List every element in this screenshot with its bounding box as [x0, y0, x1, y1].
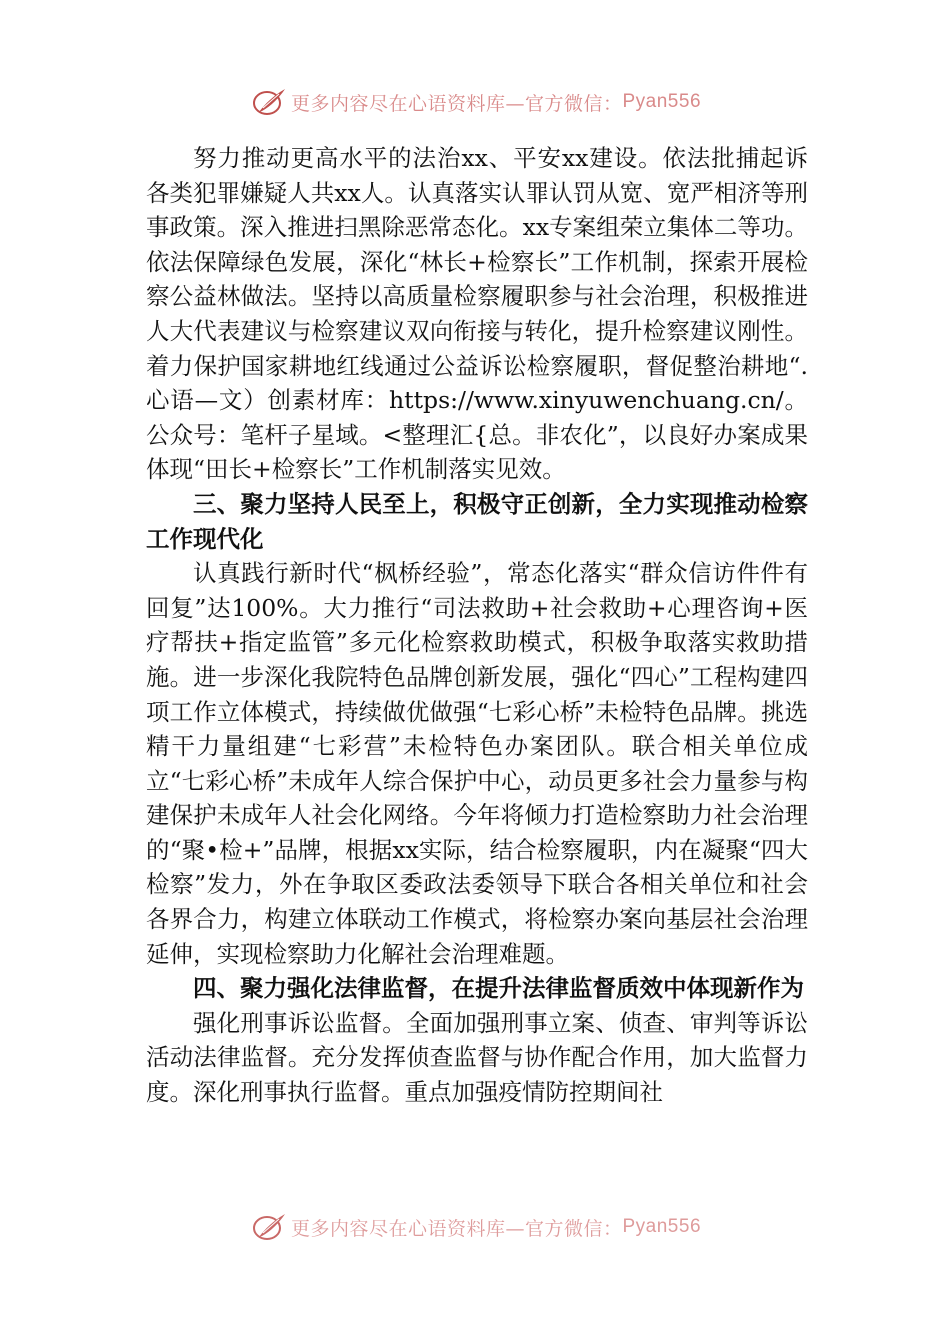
watermark-wechat-id: Pyan556	[622, 1216, 702, 1237]
body-paragraph: 努力推动更高水平的法治xx、平安xx建设。依法批捕起诉各类犯罪嫌疑人共xx人。认真落实认罪认罚从宽、宽严相济等刑事政策。深入推进扫黑除恶常态化。xx专案组荣立集体二等功。依法保障绿色发展，深化“林长+检察长”工作机制，探索开展检察公益林做法。坚持以高质量检察履职参与社会治理，积极推进人大代表建议与检察建议双向衔接与转化，提升检察建议刚性。着力保护国家耕地红线通过公益诉讼检察履职，督促整治耕地“.心语—文）创素材库：https://www.xinyuwenchuang.cn/。公众号：笔杆子星域。<整理汇{总。非农化”，以良好办案成果体现“田长+检察长”工作机制落实见效。	[146, 144, 808, 484]
watermark-header	[0, 82, 950, 122]
quill-logo-icon	[249, 1211, 289, 1243]
watermark-wechat-id: Pyan556	[622, 91, 702, 112]
watermark-text: 更多内容尽在心语资料库—官方微信：	[290, 92, 623, 115]
watermark-footer	[0, 1207, 950, 1247]
watermark-text: 更多内容尽在心语资料库—官方微信：	[290, 1217, 623, 1240]
quill-logo-icon	[249, 86, 289, 118]
section-heading-4: 四、聚力强化法律监督，在提升法律监督质效中体现新作为	[193, 974, 804, 1003]
body-paragraph: 强化刑事诉讼监督。全面加强刑事立案、侦查、审判等诉讼活动法律监督。充分发挥侦查监督与协作配合作用，加大监督力度。深化刑事执行监督。重点加强疫情防控期间社	[146, 1008, 808, 1107]
body-paragraph: 认真践行新时代“枫桥经验”，常态化落实“群众信访件件有回复”达100%。大力推行“司法救助+社会救助+心理咨询+医疗帮扶+指定监管”多元化检察救助模式，积极争取落实救助措施。进一步深化我院特色品牌创新发展，强化“四心”工程构建四项工作立体模式，持续做优做强“七彩心桥”未检特色品牌。挑选精干力量组建“七彩营”未检特色办案团队。联合相关单位成立“七彩心桥”未成年人综合保护中心，动员更多社会力量参与构建保护未成年人社会化网络。今年将倾力打造检察助力社会治理的“聚•检+”品牌，根据xx实际，结合检察履职，内在凝聚“四大检察”发力，外在争取区委政法委领导下联合各相关单位和社会各界合力，构建立体联动工作模式，将检察办案向基层社会治理延伸，实现检察助力化解社会治理难题。	[146, 559, 808, 968]
document-body	[146, 141, 808, 1110]
section-heading-3: 三、聚力坚持人民至上，积极守正创新，全力实现推动检察工作现代化	[146, 489, 808, 553]
